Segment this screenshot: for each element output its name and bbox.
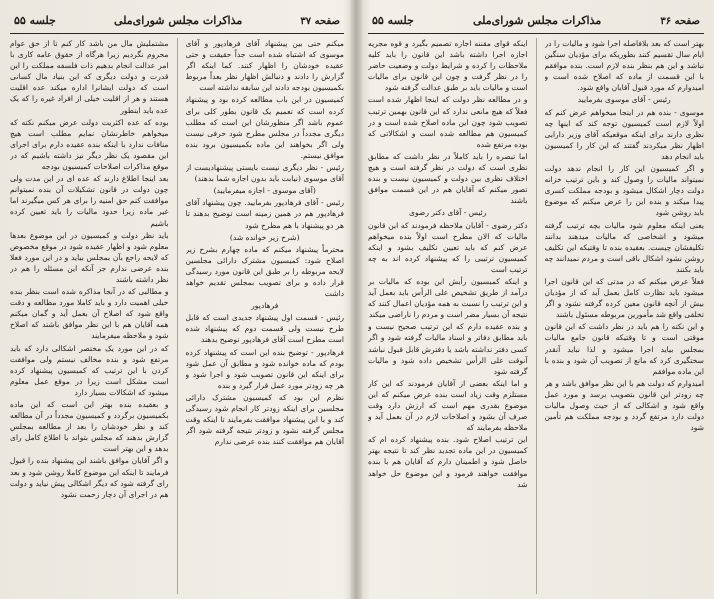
paragraph: فرهادپور - توضیح بنده این است که پیشنهاد کرده بودم که ماده خوانده شود و مطابق آن عمل شود برای اینکه این قانون تصویب شود و اجرا شود و هر چه زودتر مورد عمل قرار گیرد و بنده [185, 347, 344, 390]
paragraph: کمیسیون در این باب مطالعه کرده بود و پیشنهاد کرده است که تعمیم یک قانون بطور کلی برای عموم باشد اگر منظورشان این است که مطلب دیگری مجدداً در مجلس مطرح شود حرفی نیست ولی اگر بخواهند این ماده بکمیسیون برود بنده موافق نیستم. [185, 95, 344, 160]
paragraph: رئیس - قسمت اول پیشنهاد جدیدی است که قابل طرح نیست ولی قسمت دوم که پیشنهاد شده است مطرح است آقای فرهادپور توضیح بدهند [185, 313, 344, 345]
right-page-title: مذاکرات مجلس شورای‌ملی [472, 14, 602, 27]
right-page-right-column [545, 38, 705, 594]
left-page-right-column [186, 38, 345, 594]
paragraph: موسوی - بنده هم در اینجا میخواهم عرض کنم که اولاً لازم است کمیسیون توجه کند که اینها چه نظری دارند برای اینکه موقعیکه آقای وزیر دارایی اظهار نظر میکردند گفتند که این کار را کمیسیون باید انجام دهد [544, 107, 704, 161]
paragraph: (آقای موسوی - اجازه میفرمایید) [213, 186, 316, 196]
left-page-header [10, 14, 344, 34]
paragraph: این ترتیب اصلاح شود. بنده پیشنهاد کرده ام که کمیسیون در این ماده تجدید نظر کند تا نتیجه بهتر حاصل شود و اطمینان دارم که آقایان هم با بنده موافقت خواهند فرمود و این موضوع حل خواهد شد [368, 435, 528, 489]
paragraph: دکتر رضوی - آقایان ملاحظه فرمودند که این قانون مالیات که الان مطرح است اولاً بنده میخواهم عرض کنم که باید تعیین تکلیف بشود و اینکه کمیسیون ترتیبی را که پیشنهاد کرده اند به چه ترتیب است [368, 220, 528, 274]
paragraph: رئیس - آقای موسوی بفرمایید [577, 95, 671, 105]
paragraph: فعلاً عرض میکنم که در مدتی که این قانون اجرا میشود باید نظارت کامل بعمل آید که از مؤدیان بیش از آنچه قانون معین کرده گرفته نشود و اگر تخلفی واقع شد مأمورین مربوطه مسئول باشند [544, 276, 704, 320]
paragraph: اما تبصره را باید کاملاً در نظر داشت که مطابق نظری است که دولت در نظر گرفته است و هیچ اختلاف نظری بین دولت و کمیسیون نیست و بنده تصور میکنم که آقایان هم در این قسمت موافق باشند [368, 151, 528, 206]
right-page-header [368, 14, 704, 34]
paragraph: بعد اینجا اطلاع دارند که عده ای در این مدت ولی چون دولت در قانون تشکیلات آن بنده نمیتوانم موافقت کنم حق امنیه را برای هر کس میگیرند اما غیر ماده زیرا حدود مالیات را باید تعیین کرده باشیم [10, 174, 169, 228]
paragraph: و مطالبی که در آنجا مذاکره شده است بنظر بنده خیلی اهمیت دارد و باید کاملا مورد مطالعه و دقت واقع شود که اصلاح آن بعمل آید و گمان میکنم همه آقایان هم با این نظر موافق باشند که اصلاح شود و ملاحظه میفرمایند [10, 287, 169, 341]
right-page [360, 0, 714, 599]
column-divider [536, 38, 537, 594]
paragraph: و در مطالعه نظر دولت که اینجا اظهار شده است فعلاً که هیچ مانعی ندارد که این قانون بهمین ترتیب تصویب شود چون این ماده اصلاح شده است و در کمیسیون هم مطالعه شده است و اشکالاتی که بوده مرتفع شده [368, 95, 528, 149]
paragraph: که در این مورد یک مختصر اشکالی دارد که باید مرتفع شود و بنده مخالف نیستم ولی موافقت کردن با این ترتیب که کمیسیون پیشنهاد کرده است مشکل است زیرا در موقع عمل معلوم میشود که اشکالات بسیار دارد [10, 343, 169, 397]
paragraph: (شرح زیر خوانده شد) [229, 232, 300, 242]
paragraph: نظرم این بود که کمیسیون مشترک دارائی مجلسین برای اینکه زودتر کار انجام شود رسیدگی کند و با این پیشنهاد موافقت بفرمایند تا اینکه وقت مجلس گرفته نشود و زودتر نتیجه گرفته شود اگر آقایان هم موافقت کنند بنده عرضی ندارم [185, 392, 344, 447]
paragraph: فرهادپور [251, 301, 279, 311]
paragraph: رئیس - آقای دکتر رضوی [409, 208, 487, 218]
paragraph: و اگر آقایان موافق باشند این پیشنهاد بنده را قبول فرمایند تا اینکه این موضوع کاملا روشن شود و بعد رای گرفته شود که دیگر اشکالی پیش نیاید و دولت هم در اجرای آن دچار زحمت نشود [10, 456, 169, 499]
paragraph: بهتر است که بعد بلافاصله اجرا شود و مالیات را در ایام سال تقسیم کنند بطوریکه برای مؤدیان سنگین نباشد و این هم بنظر بنده لازم است. بنده موافقم با این قسمت از ماده که اصلاح شده است و امیدوارم که مورد قبول آقایان واقع شود. [544, 39, 704, 93]
paragraph: رئیس - آقای فرهادپور بفرمایید. چون پیشنهاد آقای فرهادپور هم در همین زمینه است توضیح بدهند تا هر دو پیشنهاد با هم مطرح شود [185, 198, 344, 230]
paragraph: و بعقیده بنده بهتر این است که این ماده بکمیسیون برگردد و کمیسیون مجدداً در آن مطالعه کند و نظر خودشان را بعد از مطالعه بمجلس گزارش بدهند که مجلس بتواند با اطلاع کامل رای بدهد و این بهتر است [10, 400, 169, 454]
paragraph: و اینکه کمیسیون رأیش این بوده که مالیات بر درآمد از طریق تشخیص علی الرأس باید بعمل آید و این ترتیب را نسبت به همه مؤدیان اعمال کنند که نتیجه آن بسیار مضر است و مردم را ناراضی میکند [368, 276, 528, 320]
paragraph: بوده که عده اکثریت دولت عرض میکنم نکته که میخواهم خاطرنشان نمایم مطلب است هیچ منافات ندارد با اینکه بنده عقیده دارم برای اجرای این مقصود یک نظر دیگر نیز داشته باشیم که در موقع مذاکرات اصلاحات کمیسیون بودجه [10, 117, 169, 172]
left-page-title: مذاکرات مجلس شورای‌ملی [113, 14, 243, 27]
left-page-number: صفحه ۳۷ [300, 16, 340, 27]
paragraph: رئیس - نظر دیگری نیست بایستی پیشنهادیست از آقای موسوی (نیابت باید بدون اجازه شما بدهند) [185, 163, 344, 184]
right-page-columns [368, 38, 704, 594]
paragraph: یعنی اینکه معلوم شود مالیات بچه ترتیب گرفته میشود و اشخاصی که مالیات میدهند بدانند تکلیفشان چیست. بعقیده بنده تا وقتیکه این تکلیف روشن نشود اشکال باقی است و مردم نمیدانند چه باید بکنند [544, 220, 704, 274]
paragraph: باید نظر دولت و کمیسیون در این موضوع بعدها معلوم شود و اظهار عقیده شود در موقع مخصوص که لایحه راجع بآن بمجلس بیاید و در این مورد فعلا بنده عرضی ندارم جز آنکه این مسئله را هم در نظر داشته باشند [10, 230, 169, 284]
paragraph: و اگر کمیسیون این کار را انجام ندهد دولت نمیتواند مالیات را وصول کند و باین ترتیب خزانه دولت دچار اشکال میشود و بودجه مملکت کسری پیدا میکند و بنده این را عرض میکنم که موضوع باید روشن شود [544, 164, 704, 218]
left-page [0, 0, 352, 599]
right-page-left-column [368, 38, 528, 594]
right-page-number: صفحه ۳۶ [660, 16, 700, 27]
paragraph: و بنده عقیده دارم که این ترتیب صحیح نیست و باید مطابق دفاتر و اسناد مالیات گرفته شود و اگر کسی دفتر نداشته باشد یا دفترش قابل قبول نباشد آنوقت علی الرأس تشخیص داده شود و مالیات گرفته شود [368, 322, 528, 376]
paragraph: و این نکته را هم باید در نظر داشت که این قانون موقتی است و تا وقتیکه قانون جامع مالیات بمجلس بیاید اجرا میشود و لذا نباید آنقدر سختگیری کرد که مانع از تصویب آن شود و بنده با این ماده موافقم [544, 322, 704, 376]
left-page-left-column [10, 38, 169, 594]
paragraph: امیدوارم که دولت هم با این نظر موافق باشد و هر چه زودتر این قانون بتصویب برسد و مورد عمل واقع شود و اشکالی که از حیث وصول مالیات دولت دارد مرتفع گردد و بودجه مملکت هم تأمین شود [544, 378, 704, 433]
right-page-session: جلسه ۵۵ [372, 14, 414, 27]
left-page-session: جلسه ۵۵ [14, 14, 56, 27]
paragraph: مشتملیش مال من باشد کار کنم تا از حق عوام محروم نگردیم زیرا هرگاه از حقوق عامه کاری با امر عدالت انجام بدهیم ذات فلسفه مملکت را این قدرت و دولت دیگری که این بنیاد مال کسانی است که دولت ایشانرا اداره میکند عده اقلیت هستند و هر از اقلیت خیلی از افراد غیره را که یک عده باید اینطور [10, 39, 169, 115]
paragraph: و اما اینکه بعضی از آقایان فرمودند که این کار مستلزم وقت زیاد است بنده عرض میکنم که این موضوع بقدری مهم است که ارزش دارد وقت صرف آن بشود و اصلاحات لازم در آن بعمل آید و ملاحظه بفرمایند که [368, 378, 528, 433]
paragraph: میکنم حتی بین پیشنهاد آقای فرهادپور و آقای موسوی که اشتباه شده است جداً حقیقت و حتی عقیده خودشان را اظهار کنند. کما اینکه اگر گزارش را دادند و دنبالش اظهار نظر بعداً مربوط بکمیسیون بودجه دادند این سابقه نداشته است [185, 39, 344, 93]
paragraph: محترماً پیشنهاد میکنم که ماده چهارم بشرح زیر اصلاح شود: کمیسیون مشترک دارائی مجلسین لایحه مربوطه را بر طبق این قانون مورد رسیدگی قرار داده و برای تصویب بمجلس تقدیم خواهد داشت [185, 244, 344, 299]
left-page-columns [10, 38, 344, 594]
column-divider [177, 38, 178, 594]
paragraph: اینکه قوای مقننه اجازه تصمیم بگیرد و قوه مجریه اجازه اجرا داشته باشد این قانون را باید کلیه ملاحظات را کرده و شرایط دولت و وضعیت حاضر را در نظر گرفت و چون این قانون برای مالیات است و مالیات باید بر طبق عدالت گرفته شود [368, 39, 528, 93]
